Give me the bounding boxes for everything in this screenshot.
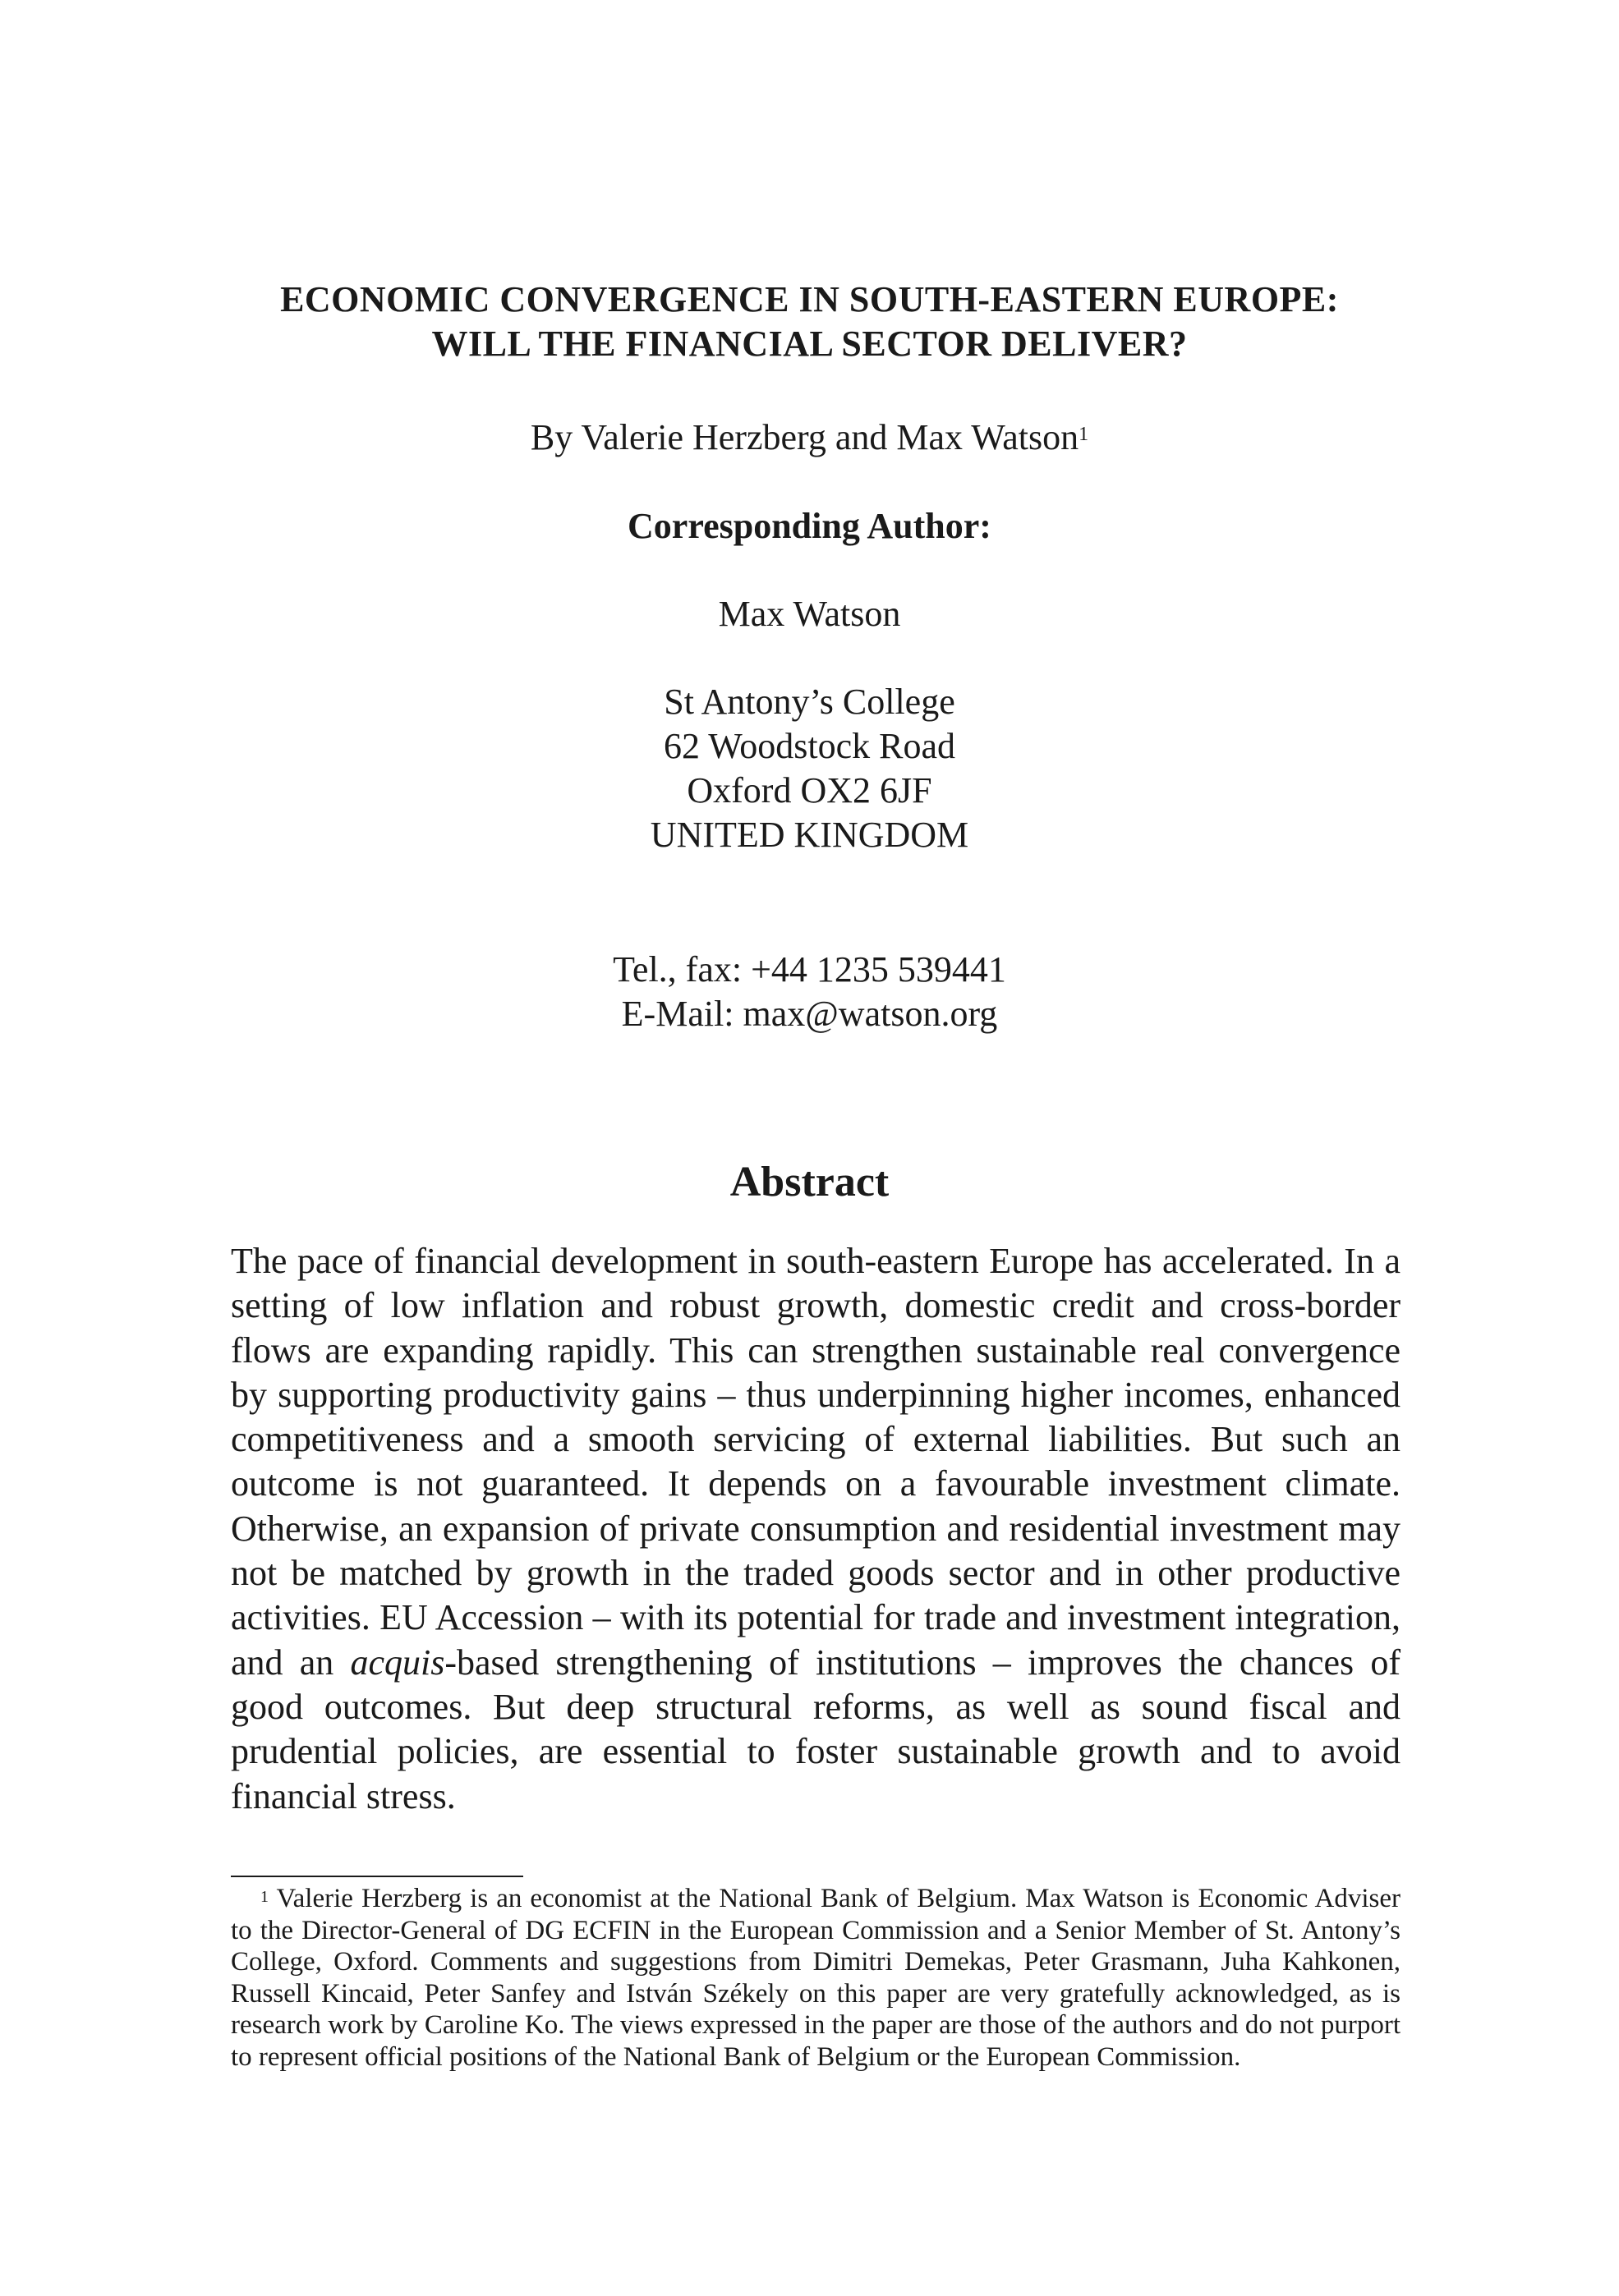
email[interactable]: E-Mail: max@watson.org	[621, 994, 998, 1034]
abstract-body	[231, 1239, 1401, 1819]
title-line-1: ECONOMIC CONVERGENCE IN SOUTH-EASTERN EUROPE:	[280, 279, 1339, 319]
corresponding-author-name: Max Watson	[718, 594, 901, 634]
byline	[0, 415, 1619, 461]
address-block	[0, 680, 1619, 857]
address-line: 62 Woodstock Road	[664, 726, 955, 766]
address-line: UNITED KINGDOM	[650, 815, 969, 855]
byline-footnote-marker: 1	[1079, 424, 1089, 445]
abstract-heading: Abstract	[729, 1159, 890, 1205]
footnote	[231, 1883, 1401, 2073]
abstract-text-part-2: -based strengthening of institutions – improves the chances of good outcomes. But deep structural reforms, as well as sound fiscal and prudential policies, are essential to foster sustainable growth and to avoid financial stress.	[231, 1642, 1401, 1816]
footnote-text: Valerie Herzberg is an economist at the National Bank of Belgium. Max Watson is Economic Adviser to the Director-General of DG ECFIN in the European Commission and a Senior Member of St. Antony’s College, Oxford. Comments and suggestions from Dimitri Demekas, Peter Grasmann, Juha Kahkonen, Russell Kincaid, Peter Sanfey and István Székely on this paper are very gratefully acknowledged, as is research work by Caroline Ko. The views expressed in the paper are those of the authors and do not purport to represent official positions of the National Bank of Belgium or the European Commission.	[231, 1884, 1401, 2072]
title-line-2: WILL THE FINANCIAL SECTOR DELIVER?	[431, 324, 1188, 364]
byline-text: By Valerie Herzberg and Max Watson	[530, 417, 1079, 457]
abstract-italic-term: acquis	[350, 1642, 445, 1683]
paper-title	[0, 278, 1619, 366]
corresponding-author-label: Corresponding Author:	[628, 506, 991, 546]
footnote-divider	[231, 1876, 523, 1877]
tel-fax: Tel., fax: +44 1235 539441	[613, 949, 1006, 990]
contact-block	[0, 948, 1619, 1036]
abstract-text-part-1: The pace of financial development in south-eastern Europe has accelerated. In a setting of low inflation and robust growth, domestic credit and cross-border flows are expanding rapidly. This can strengthen sustainable real convergence by supporting productivity gains – thus underpinning higher incomes, enhanced competitiveness and a smooth servicing of external liabilities. But such an outcome is not guaranteed. It depends on a favourable investment climate. Otherwise, an expansion of private consumption and residential investment may not be matched by growth in the traded goods sector and in other productive activities. EU Accession – with its potential for trade and investment integration, and an	[231, 1241, 1401, 1683]
address-line: Oxford OX2 6JF	[687, 770, 932, 810]
address-line: St Antony’s College	[664, 682, 955, 722]
footnote-marker: 1	[260, 1888, 269, 1906]
